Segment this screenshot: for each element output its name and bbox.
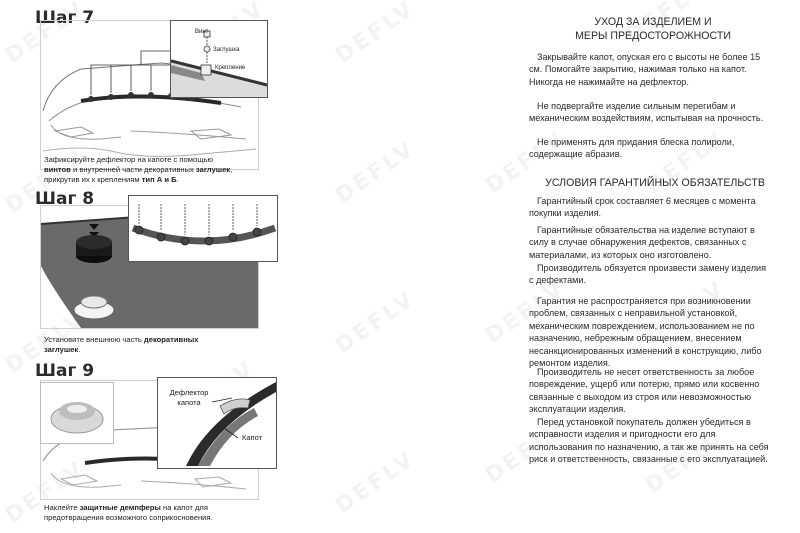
label-hood: Капот [241, 433, 263, 442]
care-paragraph-2: Не подвергайте изделие сильным перегибам и механическим воздействиям, испытывая на прочность. [529, 101, 764, 124]
care-paragraph-3: Не применять для придания блеска полироли, содержащие абразив. [529, 137, 735, 160]
care-paragraph-1: Закрывайте капот, опуская его с высоты не более 15 см. Помогайте закрытию, нажимая только на капот. Никогда не нажимайте на дефлектор. [529, 52, 761, 87]
damper-drawing [41, 383, 113, 443]
caps-row-drawing [129, 196, 277, 261]
step-7-detail-inset [170, 20, 268, 98]
watermark-mark [331, 136, 420, 209]
step-7-title: Шаг 7 [35, 8, 95, 28]
warranty-title: УСЛОВИЯ ГАРАНТИЙНЫХ ОБЯЗАТЕЛЬСТВ [545, 177, 765, 189]
label-mount: Крепление [215, 65, 246, 71]
watermark-mark [331, 0, 420, 69]
warranty-paragraph-2: Гарантийные обязательства на изделие вступают в силу в случае обнаружения дефектов, связанных с материалами, из которых оно изготовлено. [529, 225, 755, 260]
label-deflector: Дефлектор капота [169, 388, 209, 407]
watermark-mark [331, 446, 420, 519]
step-8-caption: Установите внешнюю часть декоративных заглушек. [44, 335, 199, 354]
step-9-title: Шаг 9 [35, 361, 95, 381]
step-7-caption: Зафиксируйте дефлектор на капоте с помощью винтов и внутренней части декоративных заглушек, прикрутив их к креплениям тип А и Б. [44, 155, 233, 184]
mount-detail-drawing [171, 21, 267, 97]
care-title: УХОД ЗА ИЗДЕЛИЕМ И МЕРЫ ПРЕДОСТОРОЖНОСТИ [575, 16, 731, 42]
step-8-detail-inset [128, 195, 278, 262]
step-9-caption: Наклейте защитные демпферы на капот для предотвращения возможного соприкосновения. [44, 503, 213, 522]
warranty-paragraph-5: Производитель не несет ответственность за любое повреждение, ущерб или потерю, прямо или косвенно связанные с выходом из строя или невозможностью эксплуатации изделия. [529, 367, 760, 415]
step-9-section-inset [157, 377, 277, 469]
step-8-title: Шаг 8 [35, 189, 95, 209]
step-9-damper-inset [40, 382, 114, 444]
warranty-paragraph-1: Гарантийный срок составляет 6 месяцев с момента покупки изделия. [529, 196, 756, 219]
watermark-mark [331, 286, 420, 359]
label-cap: Заглушка [213, 47, 240, 53]
warranty-paragraph-3: Производитель обязуется произвести замену изделия с дефектами. [529, 263, 767, 286]
label-screw: Винт [195, 29, 209, 35]
warranty-paragraph-6: Перед установкой покупатель должен убедиться в исправности изделия и пригодности его для использования по назначению, а так же принять на себя риск и ответственность, связанные с его эксплуатацией. [529, 417, 769, 465]
warranty-paragraph-4: Гарантия не распространяется при возникновении проблем, связанных с неправильной установкой, механическим повреждением, использованием не по назначению, небрежным обращением, внесением несанкционированных изменений в конструкцию, либо ремонтом изделия. [529, 296, 762, 369]
